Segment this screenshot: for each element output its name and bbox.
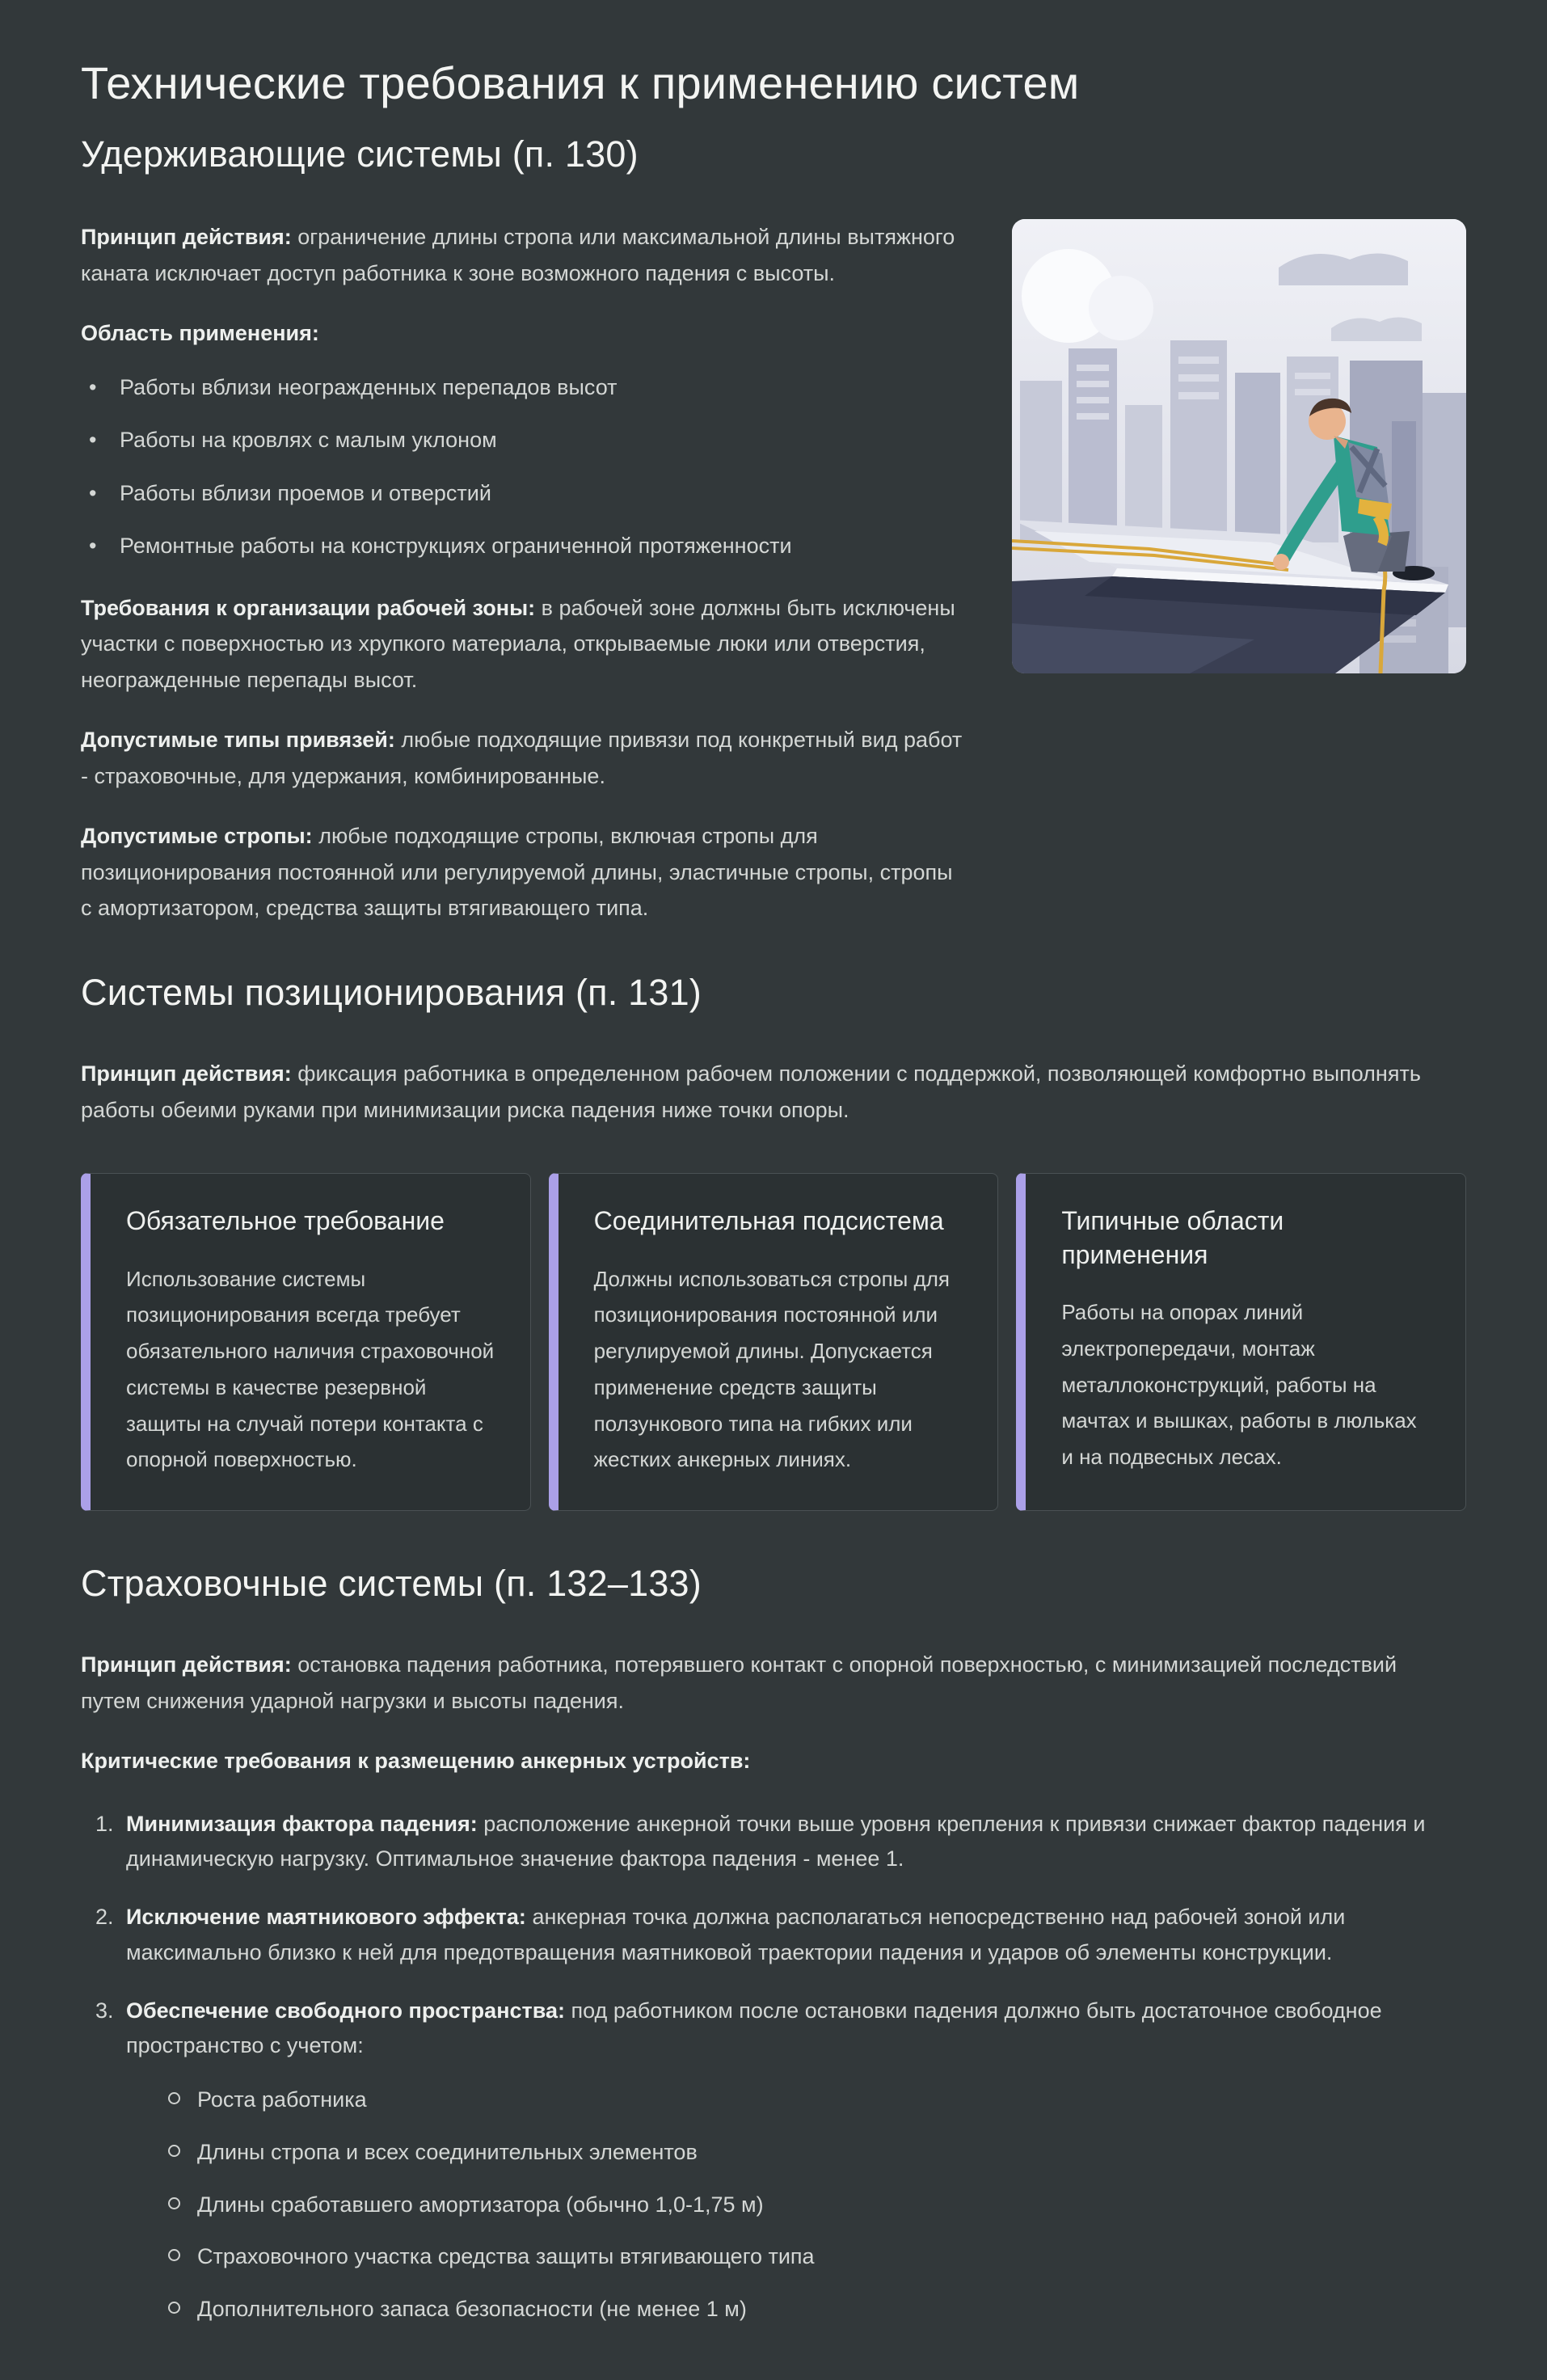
section-heading-retaining: Удерживающие системы (п. 130) [81, 133, 639, 175]
workzone-label: Требования к организации рабочей зоны: [81, 595, 536, 620]
list-item: Дополнительного запаса безопасности (не менее 1 м) [163, 2294, 1466, 2325]
positioning-principle-paragraph: Принцип действия: фиксация работника в определенном рабочем положении с поддержкой, позволяющей комфортно выполнять работы обеими руками при минимизации риска падения ниже точки опоры. [81, 1061, 1421, 1122]
lanyard-paragraph: Допустимые стропы: любые подходящие стропы, включая стропы для позиционирования постоянной или регулируемой длины, эластичные стропы, стропы с амортизатором, средства защиты втягивающего типа. [81, 824, 953, 921]
scope-list [81, 371, 965, 563]
section-heading-arrest: Страховочные системы (п. 132–133) [81, 1563, 702, 1605]
harness-label: Допустимые типы привязей: [81, 728, 395, 753]
worker-on-roof-edge-illustration [1012, 219, 1466, 673]
clearance-list [126, 2085, 1466, 2325]
card-mandatory-requirement [81, 1173, 531, 1511]
card-title: Обязательное требование [126, 1206, 445, 1236]
list-item: • Работы на кровлях с малым уклоном [81, 424, 965, 457]
list-item: 2. Исключение маятникового эффекта: анкерная точка должна располагаться непосредственно над рабочей зоной или максимально близко к ней для предотвращения маятниковой траектории падения и ударов об элементы конструкции. [120, 1900, 1466, 1970]
critical-requirements-label: Критические требования к размещению анкерных устройств: [81, 1749, 751, 1774]
section-heading-positioning: Системы позиционирования (п. 131) [81, 972, 702, 1014]
list-item: • Работы вблизи проемов и отверстий [81, 477, 965, 510]
harness-paragraph: Допустимые типы привязей: любые подходящие привязи под конкретный вид работ - страховочные, для удержания, комбинированные. [81, 728, 963, 788]
list-item: Длины сработавшего амортизатора (обычно 1,0-1,75 м) [163, 2190, 1466, 2221]
list-item: 1. Минимизация фактора падения: расположение анкерной точки выше уровня крепления к привязи снижает фактор падения и динамическую нагрузку. Оптимальное значение фактора падения - менее 1. [120, 1807, 1466, 1877]
principle-label: Принцип действия: [81, 225, 292, 249]
list-item: • Ремонтные работы на конструкциях ограниченной протяженности [81, 530, 965, 563]
card-title: Соединительная подсистема [593, 1206, 944, 1236]
list-item: Роста работника [163, 2085, 1466, 2116]
list-item: • Работы вблизи неогражденных перепадов высот [81, 371, 965, 404]
card-connecting-subsystem [549, 1173, 999, 1511]
retaining-media-column [1012, 219, 1466, 673]
lanyard-label: Допустимые стропы: [81, 824, 313, 849]
list-item: 3. Обеспечение свободного пространства: под работником после остановки падения должно быть достаточное свободное пространство с учетом: Роста работника Длины стропа и всех соединительных элементов Длины сработавшего амортизатора (обычно 1,0-1,75 м) Страховочного участка средства защиты втягивающего типа Дополнительного запаса безопасности (не менее 1 м) [120, 1994, 1466, 2325]
principle-paragraph [81, 219, 965, 291]
list-item: Страховочного участка средства защиты втягивающего типа [163, 2242, 1466, 2272]
retaining-text-column [81, 219, 965, 951]
page-title: Технические требования к применению систем [81, 57, 1080, 108]
card-text: Использование системы позиционирования всегда требует обязательного наличия страховочной системы в качестве резервной защиты на случай потери контакта с опорной поверхностью. [126, 1266, 495, 1472]
retaining-section-columns [81, 219, 1466, 951]
card-title: Типичные области применения [1061, 1206, 1284, 1269]
card-typical-applications [1016, 1173, 1466, 1511]
list-item: Длины стропа и всех соединительных элементов [163, 2137, 1466, 2168]
workzone-paragraph: Требования к организации рабочей зоны: в рабочей зоне должны быть исключены участки с поверхностью из хрупкого материала, открываемые люки или отверстия, неогражденные перепады высот. [81, 595, 955, 692]
card-text: Должны использоваться стропы для позиционирования постоянной или регулируемой длины. Допускается применение средств защиты ползункового типа на гибких или жестких анкерных линиях. [593, 1266, 950, 1472]
card-text: Работы на опорах линий электропередачи, монтаж металлоконструкций, работы на мачтах и вышках, работы в люльках и на подвесных лесах. [1061, 1300, 1417, 1470]
scope-label: Область применения: [81, 321, 319, 346]
arrest-principle-paragraph: Принцип действия: остановка падения работника, потерявшего контакт с опорной поверхностью, с минимизацией последствий путем снижения ударной нагрузки и высоты падения. [81, 1652, 1397, 1713]
positioning-cards [81, 1173, 1466, 1511]
anchor-requirements-list [81, 1807, 1466, 2325]
principle-text: ограничение длины стропа или максимальной длины вытяжного каната исключает доступ работника к зоне возможного падения с высоты. [81, 225, 955, 285]
